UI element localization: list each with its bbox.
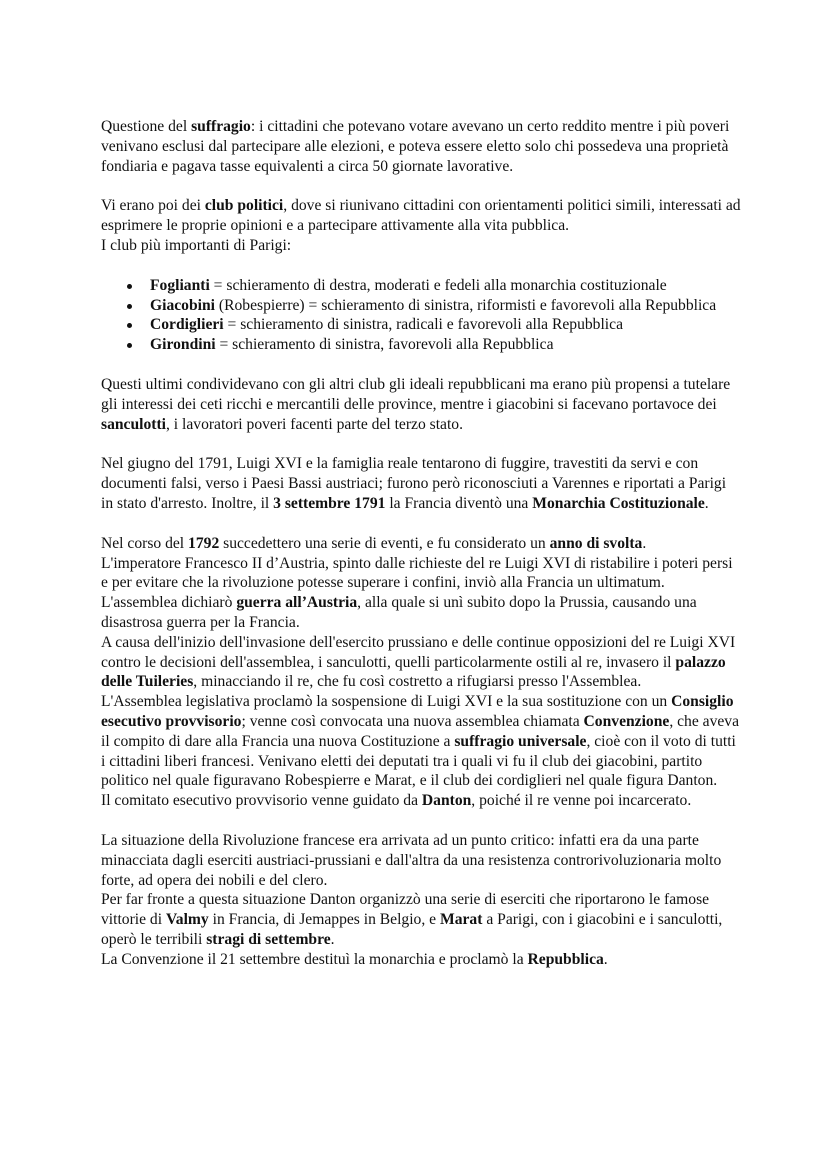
club-name: Girondini [150,336,216,354]
list-item: Giacobini (Robespierre) = schieramento di sinistra, riformisti e favorevoli alla Repubblica [101,296,741,316]
paragraph-girondini: Questi ultimi condividevano con gli altri club gli ideali repubblicani ma erano più propensi a tutelare gli interessi dei ceti ricchi e mercantili delle province, mentre i giacobini si facevano portavoce dei sanculotti, i lavoratori poveri facenti parte del terzo stato. [101,375,731,433]
bold-term: suffragio [191,118,251,135]
paragraph-situazione: La situazione della Rivoluzione francese era arrivata ad un punto critico: infatti era da una parte minacciata dagli eserciti austriaci-prussiani e dall'altra da una resistenza controrivoluzionaria molto forte, ad opera dei nobili e del clero. [101,831,722,889]
club-name: Cordiglieri [150,316,224,334]
bold-term: 3 settembre 1791 [273,494,386,512]
bold-term: sanculotti [101,415,166,433]
list-item: Cordiglieri = schieramento di sinistra, radicali e favorevoli alla Repubblica [101,315,741,335]
bold-term: Consiglio esecutivo provvisorio [101,693,734,730]
paragraph-varennes: Nel giugno del 1791, Luigi XVI e la famiglia reale tentarono di fuggire, travestiti da servi e con documenti falsi, verso i Paesi Bassi austriaci; furono però riconosciuti a Varennes e riportati a Parigi in stato d'arresto. Inoltre, il 3 settembre 1791 la Francia diventò una Monarchia Costituzionale. [101,455,727,512]
bold-term: stragi di settembre [206,930,331,948]
list-item: Foglianti = schieramento di destra, moderati e fedeli alla monarchia costituzionale [101,276,741,296]
paragraph-vittorie: Per far fronte a questa situazione Danton organizzò una serie di eserciti che riportarono le famose vittorie di Valmy in Francia, di Jemappes in Belgio, e Marat a Parigi, con i giacobini e i sanculotti, operò le terribili stragi di settembre. [101,891,723,948]
paragraph-repubblica: La Convenzione il 21 settembre destituì la monarchia e proclamò la Repubblica. [101,950,608,968]
club-name: Foglianti [150,276,210,294]
document-page [101,117,741,969]
bold-term: Danton [421,792,472,810]
bold-term: guerra all’Austria [236,594,358,612]
bold-term: suffragio universale [454,732,587,750]
bold-term: anno di svolta [549,534,643,552]
bold-term: 1792 [188,534,220,552]
paragraph-danton: Il comitato esecutivo provvisorio venne guidato da Danton, poiché il re venne poi incarcerato. [101,792,692,810]
paragraph-1792: Nel corso del 1792 succedettero una serie di eventi, e fu considerato un anno di svolta. [101,534,647,552]
list-item: Girondini = schieramento di sinistra, favorevoli alla Repubblica [101,335,741,355]
paragraph-ultimatum: L'imperatore Francesco II d’Austria, spinto dalle richieste del re Luigi XVI di ristabilire i poteri persi e per evitare che la rivoluzione potesse superare i confini, inviò alla Francia un ultimatum. [101,554,733,592]
bold-term: Monarchia Costituzionale [532,494,705,512]
clubs-list [101,276,741,355]
bold-term: club politici [204,197,284,215]
bold-term: Convenzione [583,712,670,730]
paragraph-tuileries: A causa dell'inizio dell'invasione dell'esercito prussiano e delle continue opposizioni del re Luigi XVI contro le decisioni dell'assemblea, i sanculotti, quelli particolarmente ostili al re, invasero il palazzo delle Tuileries, minacciando il re, che fu così costretto a rifugiarsi presso l'Assemblea. [101,633,736,691]
bold-term: palazzo delle Tuileries [101,653,726,691]
paragraph-suffragio: Questione del suffragio: i cittadini che potevano votare avevano un certo reddito mentre i più poveri venivano esclusi dal partecipare alle elezioni, e poteva essere eletto solo chi possedeva una proprietà fondiaria e pagava tasse equivalenti a circa 50 giornate lavorative. [101,118,730,175]
bold-term: Marat [439,911,483,929]
bold-term: Valmy [165,911,209,929]
club-name: Giacobini [150,296,215,314]
paragraph-club-intro: I club più importanti di Parigi: [101,236,292,254]
paragraph-guerra: L'assemblea dichiarò guerra all’Austria, alla quale si unì subito dopo la Prussia, causando una disastrosa guerra per la Francia. [101,594,697,631]
bold-term: Repubblica [527,950,604,968]
paragraph-club-politici: Vi erano poi dei club politici, dove si riunivano cittadini con orientamenti politici simili, interessati ad esprimere le proprie opinioni e a partecipare attivamente alla vita pubblica. [101,197,741,235]
paragraph-convenzione: L'Assemblea legislativa proclamò la sospensione di Luigi XVI e la sua sostituzione con un Consiglio esecutivo provvisorio; venne così convocata una nuova assemblea chiamata Convenzione, che aveva il compito di dare alla Francia una nuova Costituzione a suffragio universale, cioè con il voto di tutti i cittadini liberi francesi. Venivano eletti dei deputati tra i quali vi fu il club dei giacobini, partito politico nel quale figuravano Robespierre e Marat, e il club dei cordiglieri nel quale figura Danton. [101,693,740,790]
